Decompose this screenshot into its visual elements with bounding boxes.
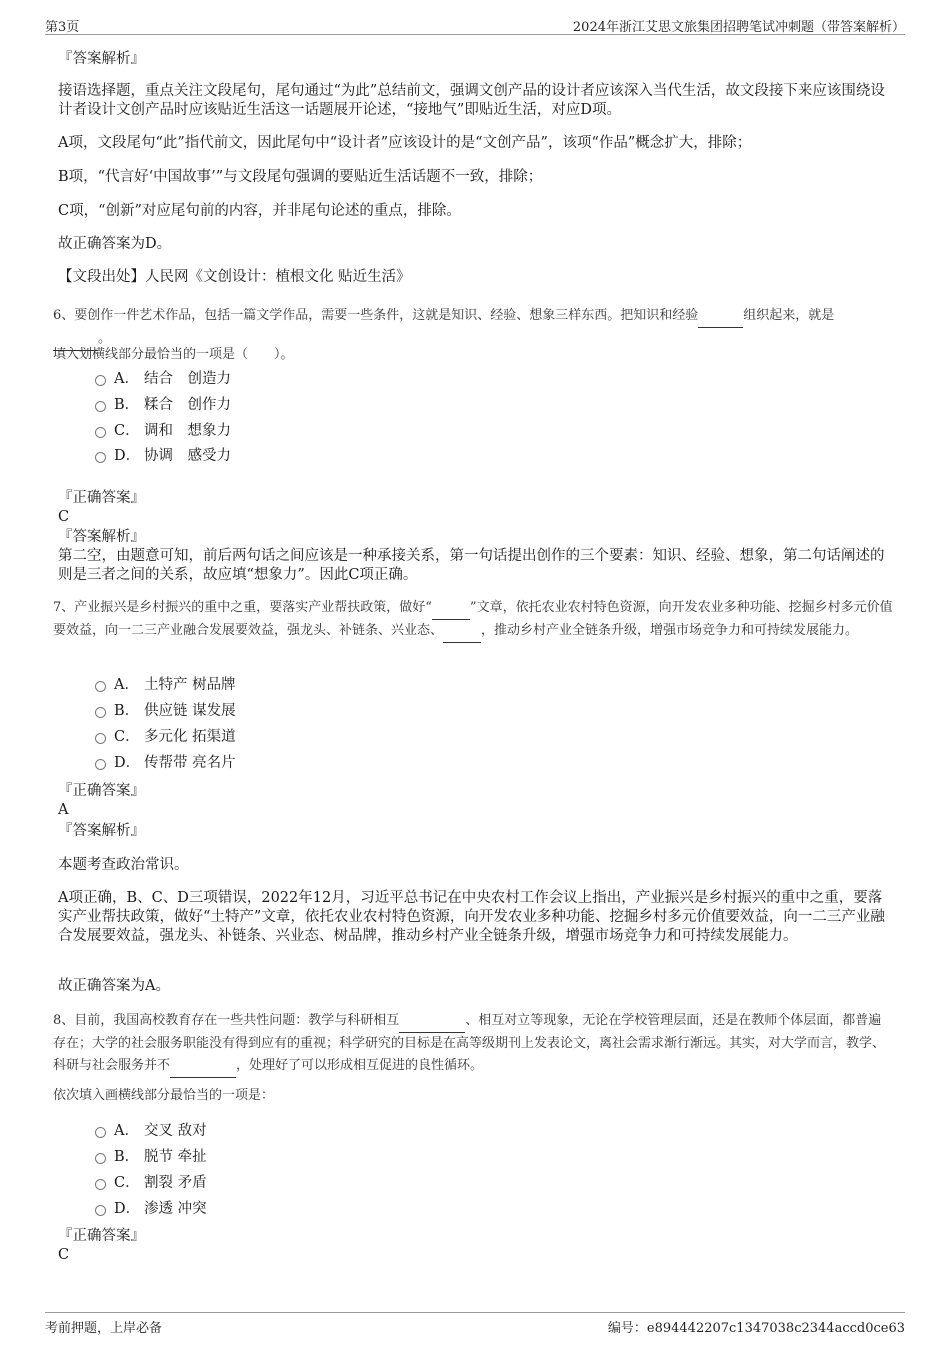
q5-analysis-p4: C项，“创新”对应尾句前的内容，并非尾句论述的重点，排除。 [58, 203, 461, 219]
q7-answer-statement: 故正确答案为A。 [58, 978, 170, 994]
page-header [45, 14, 905, 35]
q7-option-d[interactable]: D． 传帮带 亮名片 [95, 753, 236, 773]
radio-button[interactable] [95, 427, 106, 438]
radio-button[interactable] [95, 1205, 106, 1216]
q5-analysis-label: 『答案解析』 [58, 51, 145, 67]
q7-blank-2 [443, 620, 481, 643]
q7-answer: A [58, 802, 69, 818]
radio-button[interactable] [95, 1179, 106, 1190]
radio-button[interactable] [95, 759, 106, 770]
radio-button[interactable] [95, 681, 106, 692]
q8-option-a[interactable]: A． 交叉 敌对 [95, 1121, 207, 1141]
q5-analysis-p1: 接语选择题，重点关注文段尾句，尾句通过“为此”总结前文，强调文创产品的设计者应该深入当代生活，故文段接下来应该围绕设计者设计文创产品时应该贴近生活这一话题展开论述，“接地气”即贴近生活，对应D项。 [58, 83, 885, 118]
radio-button[interactable] [95, 707, 106, 718]
footer-slogan: 考前押题，上岸必备 [45, 1321, 163, 1336]
q8-question-text: 8、目前，我国高校教育存在一些共性问题：教学与科研相互 、相互对立等现象，无论在学校管理层面，还是在教师个体层面，都普遍存在；大学的社会服务职能没有得到应有的重视；科学研究的目标是在高等级期刊上发表论文，离社会需求渐行渐远。其实，对大学而言，教学、科研与社会服务并不 ，处理好了可以形成相互促进的良性循环。 [53, 1010, 893, 1078]
q6-option-b[interactable]: B． 糅合 创作力 [95, 395, 231, 415]
q7-analysis-p1: 本题考查政治常识。 [58, 857, 189, 873]
q6-prompt: 填入划横线部分最恰当的一项是（ ）。 [53, 347, 294, 362]
q6-answer: C [58, 509, 70, 525]
q5-answer-statement: 故正确答案为D。 [58, 236, 172, 252]
q7-option-c[interactable]: C． 多元化 拓渠道 [95, 727, 236, 747]
radio-button[interactable] [95, 1153, 106, 1164]
document-title: 2024年浙江艾思文旅集团招聘笔试冲刺题（带答案解析） [572, 20, 905, 35]
q6-option-a[interactable]: A． 结合 创造力 [95, 369, 231, 389]
radio-button[interactable] [95, 452, 106, 463]
q6-blank-1 [698, 305, 743, 328]
q6-option-c[interactable]: C． 调和 想象力 [95, 421, 231, 441]
q5-source: 【文段出处】人民网《文创设计：植根文化 贴近生活》 [58, 269, 411, 285]
q7-analysis-label: 『答案解析』 [58, 823, 145, 839]
q8-blank-2 [170, 1055, 236, 1078]
q5-analysis-p3: B项，“代言好‘中国故事’”与文段尾句强调的要贴近生活话题不一致，排除； [58, 169, 543, 185]
radio-button[interactable] [95, 401, 106, 412]
q8-answer-label: 『正确答案』 [58, 1228, 145, 1244]
q6-question-text: 6、要创作一件艺术作品，包括一篇文学作品，需要一些条件，这就是知识、经验、想象三样东西。把知识和经验 组织起来，就是 。 [53, 305, 893, 351]
page-number: 第3页 [45, 20, 80, 35]
radio-button[interactable] [95, 733, 106, 744]
q8-option-d[interactable]: D． 渗透 冲突 [95, 1199, 207, 1219]
q8-option-c[interactable]: C． 割裂 矛盾 [95, 1173, 207, 1193]
footer-serial: 编号：e894442207c1347038c2344accd0ce63 [607, 1321, 905, 1336]
q7-option-b[interactable]: B． 供应链 谋发展 [95, 701, 236, 721]
q5-analysis-p2: A项，文段尾句“此”指代前文，因此尾句中“设计者”应该设计的是“文创产品”，该项“作品”概念扩大，排除； [58, 135, 752, 151]
q6-answer-label: 『正确答案』 [58, 490, 145, 506]
radio-button[interactable] [95, 1127, 106, 1138]
q7-analysis-p2: A项正确，B、C、D三项错误，2022年12月，习近平总书记在中央农村工作会议上指出，产业振兴是乡村振兴的重中之重，要落实产业帮扶政策，做好“土特产”文章，依托农业农村特色资源，向开发农业多种功能、挖掘乡村多元价值要效益，向一二三产业融合发展要效益，强龙头、补链条、兴业态、树品牌，推动乡村产业全链条升级，增强市场竞争力和可持续发展能力。 [58, 890, 885, 944]
q8-prompt: 依次填入画横线部分最恰当的一项是： [53, 1088, 275, 1103]
q7-answer-label: 『正确答案』 [58, 783, 145, 799]
q7-question-text: 7、产业振兴是乡村振兴的重中之重，要落实产业帮扶政策，做好“ ”文章，依托农业农村特色资源，向开发农业多种功能、挖掘乡村多元价值要效益，向一二三产业融合发展要效益，强龙头、补链条、兴业态、 ，推动乡村产业全链条升级，增强市场竞争力和可持续发展能力。 [53, 597, 893, 643]
q6-analysis-label: 『答案解析』 [58, 529, 145, 545]
q7-option-a[interactable]: A． 土特产 树品牌 [95, 675, 236, 695]
q8-blank-1 [399, 1010, 465, 1033]
q7-blank-1 [432, 597, 470, 620]
q8-answer: C [58, 1247, 70, 1263]
radio-button[interactable] [95, 375, 106, 386]
q8-option-b[interactable]: B． 脱节 牵扯 [95, 1147, 207, 1167]
q6-option-d[interactable]: D． 协调 感受力 [95, 446, 231, 466]
q6-analysis: 第二空，由题意可知，前后两句话之间应该是一种承接关系，第一句话提出创作的三个要素：知识、经验、想象，第二句话阐述的则是三者之间的关系，故应填“想象力”。因此C项正确。 [58, 548, 885, 583]
page-footer [45, 1312, 905, 1336]
